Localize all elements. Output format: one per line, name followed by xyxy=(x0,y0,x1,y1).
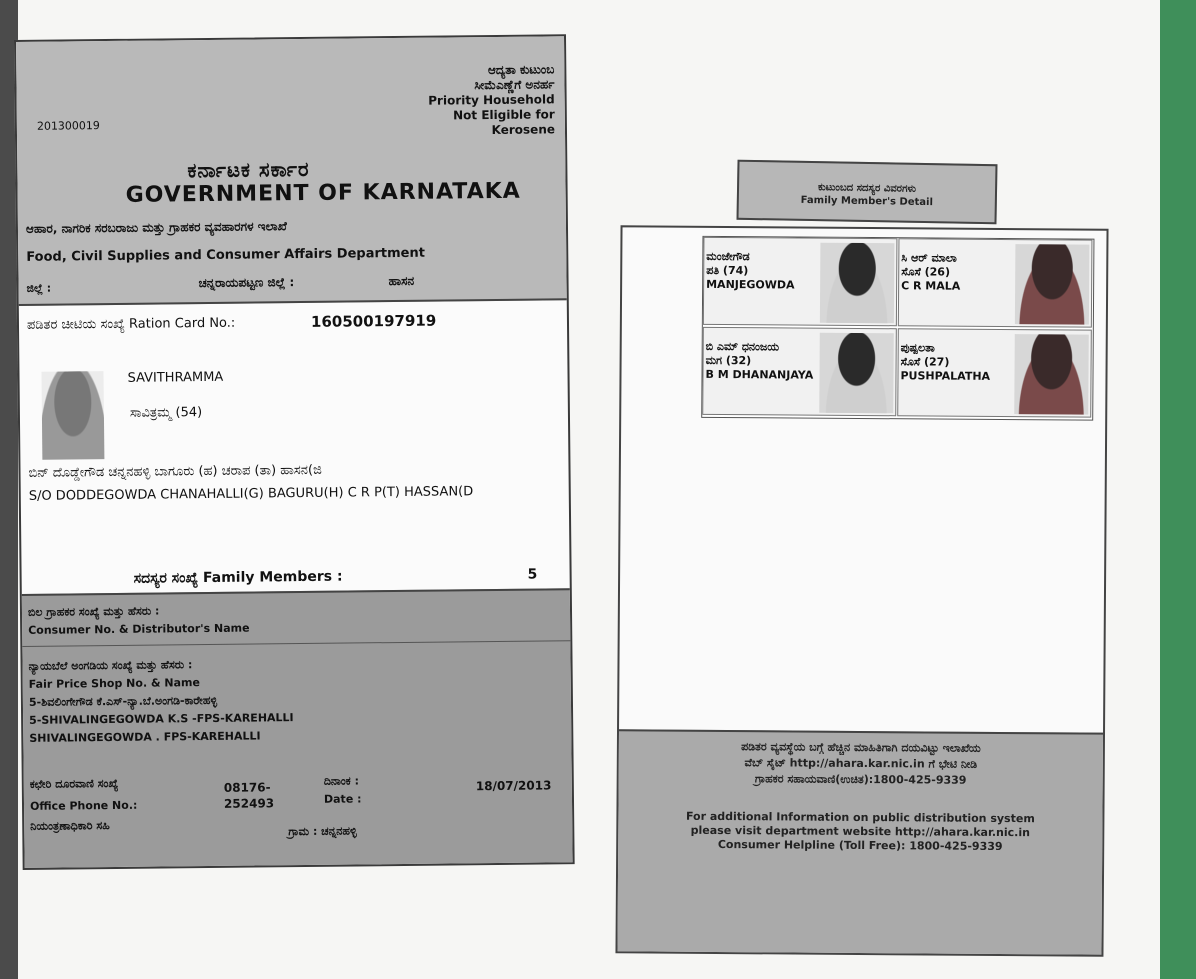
district-label: ಜಿಲ್ಲೆ : xyxy=(26,281,52,295)
badge-kn-1: ಆದ್ಯತಾ ಕುಟುಂಬ xyxy=(487,62,555,78)
member-name-en: PUSHPALATHA xyxy=(900,369,991,383)
member-photo xyxy=(820,243,895,324)
card-header xyxy=(16,36,567,306)
member-relation-age: ಮಗ (32) xyxy=(705,353,752,368)
consumer-label-kn: ಬಿಲ ಗ್ರಾಹಕರ ಸಂಖ್ಯೆ ಮತ್ತು ಹೆಸರು : xyxy=(27,604,160,619)
department-en: Food, Civil Supplies and Consumer Affairs Department xyxy=(26,245,425,265)
phone-value-2: 252493 xyxy=(223,796,275,811)
badge-en-2: Not Eligible for xyxy=(453,107,555,123)
district-kn: ಚನ್ನರಾಯಪಟ್ಟಣ ಜಿಲ್ಲೆ : xyxy=(198,275,295,291)
government-title-kn: ಕರ್ನಾಟಕ ಸರ್ಕಾರ xyxy=(187,156,310,183)
member-photo xyxy=(1015,244,1090,325)
holder-photo xyxy=(41,371,104,460)
family-title-en: Family Member's Detail xyxy=(800,194,934,209)
shop-value-en-2: SHIVALINGEGOWDA . FPS-KAREHALLI xyxy=(29,729,261,745)
member-name-en: B M DHANANJAYA xyxy=(705,367,814,382)
family-member-card xyxy=(702,327,897,416)
village-label: ಗ್ರಾಮ : ಚನ್ನನಹಳ್ಳಿ xyxy=(288,824,357,839)
member-relation-age: ಪತಿ (74) xyxy=(706,263,749,278)
family-members-grid xyxy=(701,236,1094,421)
holder-name-kn: ಸಾವಿತ್ರಮ್ಮ (54) xyxy=(129,405,203,421)
member-name-kn: ಮಂಜೇಗೌಡ xyxy=(706,249,750,264)
address-kn: ಬಿನ್ ದೊಡ್ಡೇಗೌಡ ಚನ್ನನಹಳ್ಳಿ ಬಾಗೂರು (ಹ) ಚರಾಪ (ತಾ) ಹಾಸನ(ಜಿ xyxy=(28,462,322,481)
info-footer xyxy=(617,729,1103,954)
member-name-kn: ಪುಷ್ಪಲತಾ xyxy=(900,341,935,355)
family-member-card xyxy=(703,237,898,326)
address-en: S/O DODDEGOWDA CHANAHALLI(G) BAGURU(H) C R P(T) HASSAN(D xyxy=(28,484,474,504)
info-en-1: For additional Information on public distribution system xyxy=(685,809,1035,826)
holder-name-en: SAVITHRAMMA xyxy=(127,369,224,386)
member-relation-age: ಸೊಸೆ (26) xyxy=(901,265,951,279)
phone-value-1: 08176- xyxy=(223,780,271,795)
shop-value-en: 5-SHIVALINGEGOWDA K.S -FPS-KAREHALLI xyxy=(29,711,294,727)
background-green-edge xyxy=(1160,0,1196,979)
ration-card-number: 160500197919 xyxy=(310,311,437,331)
date-label-kn: ದಿನಾಂಕ : xyxy=(323,774,360,788)
government-title-en: GOVERNMENT OF KARNATAKA xyxy=(125,178,521,208)
priority-badge xyxy=(428,62,555,138)
badge-en-1: Priority Household xyxy=(428,92,555,108)
info-en-2: please visit department website http://ahara.kar.nic.in xyxy=(690,823,1030,840)
member-name-kn: ಸಿ ಆರ್ ಮಾಲಾ xyxy=(901,251,957,265)
card-footer xyxy=(22,588,573,868)
info-kn-3: ಗ್ರಾಹಕರ ಸಹಾಯವಾಣಿ(ಉಚಿತ):1800-425-9339 xyxy=(754,772,967,787)
divider xyxy=(22,640,570,647)
info-en-3: Consumer Helpline (Toll Free): 1800-425-9339 xyxy=(717,838,1003,853)
member-details xyxy=(706,250,795,293)
member-photo xyxy=(819,333,894,414)
member-name-kn: ಬಿ ಎಮ್ ಧನಂಜಯ xyxy=(705,339,780,354)
member-relation-age: ಸೊಸೆ (27) xyxy=(900,355,950,369)
phone-label-en: Office Phone No.: xyxy=(29,798,138,813)
family-detail-title xyxy=(736,160,997,225)
badge-en-3: Kerosene xyxy=(491,122,556,138)
shop-label-kn: ನ್ಯಾಯಬೆಲೆ ಅಂಗಡಿಯ ಸಂಖ್ಯೆ ಮತ್ತು ಹೆಸರು : xyxy=(28,658,193,673)
member-details xyxy=(901,251,960,293)
member-details xyxy=(900,341,990,384)
family-title-kn: ಕುಟುಂಬದ ಸದಸ್ಯರ ವಿವರಗಳು xyxy=(817,182,917,195)
ration-card-label: ಪಡಿತರ ಚೀಟಿಯ ಸಂಖ್ಯೆ Ration Card No.: xyxy=(26,315,236,333)
ration-card-front xyxy=(14,34,575,870)
info-kn-1: ಪಡಿತರ ವ್ಯವಸ್ಥೆಯ ಬಗ್ಗೆ ಹೆಚ್ಚಿನ ಮಾಹಿತಿಗಾಗಿ ದಯವಿಟ್ಟು ಇಲಾಖೆಯ xyxy=(741,740,981,755)
family-members-count: 5 xyxy=(527,566,538,583)
family-member-card xyxy=(897,328,1092,417)
serial-number: 201300019 xyxy=(36,119,100,133)
member-name-en: C R MALA xyxy=(901,279,961,293)
family-members-label: ಸದಸ್ಯರ ಸಂಖ್ಯೆ Family Members : xyxy=(133,568,343,587)
shop-label-en: Fair Price Shop No. & Name xyxy=(28,676,200,691)
district-value: ಹಾಸನ xyxy=(388,273,415,289)
member-name-en: MANJEGOWDA xyxy=(706,277,795,292)
phone-value xyxy=(224,779,274,812)
shop-value-kn: 5-ಶಿವಲಿಂಗೇಗೌಡ ಕೆ.ಎಸ್-ನ್ಯಾ.ಬೆ.ಅಂಗಡಿ-ಕಾರೇಹಳ್ಳಿ xyxy=(28,693,218,709)
badge-kn-2: ಸೀಮೆಎಣ್ಣೆಗೆ ಅನರ್ಹ xyxy=(474,77,555,93)
info-kn-2: ವೆಬ್ ಸೈಟ್ http://ahara.kar.nic.in ಗೆ ಭೇಟಿ ನೀಡಿ xyxy=(744,756,978,771)
department-kn: ಆಹಾರ, ನಾಗರಿಕ ಸರಬರಾಜು ಮತ್ತು ಗ್ರಾಹಕರ ವ್ಯವಹಾರಗಳ ಇಲಾಖೆ xyxy=(25,219,287,236)
phone-label-kn: ಕಛೇರಿ ದೂರವಾಣಿ ಸಂಖ್ಯೆ xyxy=(29,776,119,791)
member-details xyxy=(705,340,813,383)
member-photo xyxy=(1014,334,1089,415)
incharge-signature-label: ನಿಯಂತ್ರಣಾಧಿಕಾರಿ ಸಹಿ xyxy=(30,819,110,833)
consumer-label-en: Consumer No. & Distributor's Name xyxy=(28,621,250,637)
family-member-card xyxy=(898,238,1093,327)
issue-date: 18/07/2013 xyxy=(475,778,552,794)
ration-card-back xyxy=(615,225,1108,956)
date-label-en: Date : xyxy=(323,792,362,806)
